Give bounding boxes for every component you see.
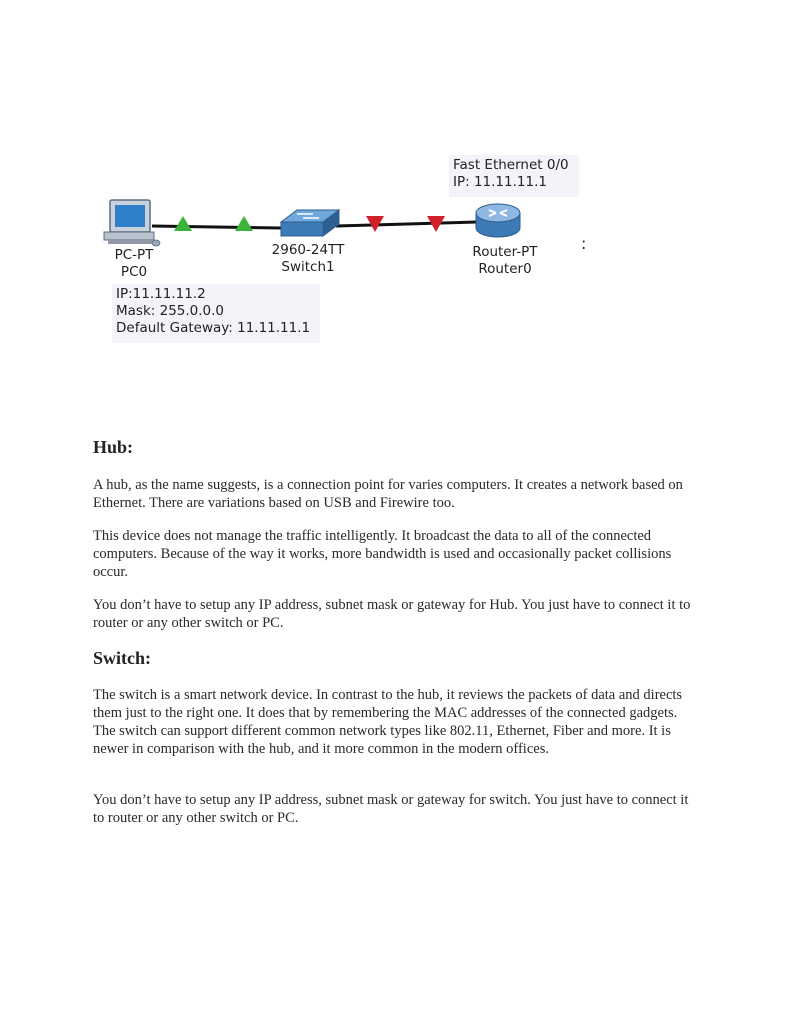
cable-switch-to-router [336,222,477,226]
hub-heading: Hub: [93,437,134,457]
pc-mask: Mask: 255.0.0.0 [116,303,225,319]
pc-model: PC-PT [114,247,154,263]
hub-paragraph-2: This device does not manage the traffic intelligently. It broadcast the data to all of the connected computers. Because of the way it works, more bandwidth is used and occasionally packet collisions occur. [93,528,672,580]
router-name: Router0 [478,261,532,277]
pc-name: PC0 [120,264,148,280]
router-interface-ip: IP: 11.11.11.1 [453,174,547,190]
switch-icon [281,210,339,236]
switch-name: Switch1 [281,259,335,275]
pc-config-box [112,284,320,343]
router-interface-name: Fast Ethernet 0/0 [453,157,569,173]
pc-icon [104,200,160,246]
switch-heading: Switch: [93,648,151,668]
switch-paragraph-2: You don’t have to setup any IP address, subnet mask or gateway for switch. You just have to connect it to router or any other switch or PC. [93,792,689,826]
router-model: Router-PT [472,244,538,260]
pc-gateway: Default Gateway: 11.11.11.1 [116,320,311,336]
switch-model: 2960-24TT [271,242,345,258]
hub-paragraph-3: You don’t have to setup any IP address, subnet mask or gateway for Hub. You just have to connect it to router or any other switch or PC. [93,597,691,631]
pc-ip: IP:11.11.11.2 [116,286,206,302]
router-icon [476,204,520,237]
switch-paragraph-1: The switch is a smart network device. In contrast to the hub, it reviews the packets of data and directs them just to the right one. It does that by remembering the MAC addresses of the connected gadgets. The switch can support different common network types like 802.11, Ethernet, Fiber and more. It is newer in comparison with the hub, and it more common in the modern offices. [93,687,683,757]
link-up-indicator [235,216,253,231]
switch-label [263,242,353,276]
cable-pc-to-switch [152,226,281,228]
router-label [460,244,550,278]
link-up-indicator [174,216,192,231]
router-interface-box [449,155,579,197]
hub-paragraph-1: A hub, as the name suggests, is a connection point for varies computers. It creates a network based on Ethernet. There are variations based on USB and Firewire too. [93,477,683,511]
pc-label [104,247,164,281]
trailing-colon: : [581,234,587,253]
